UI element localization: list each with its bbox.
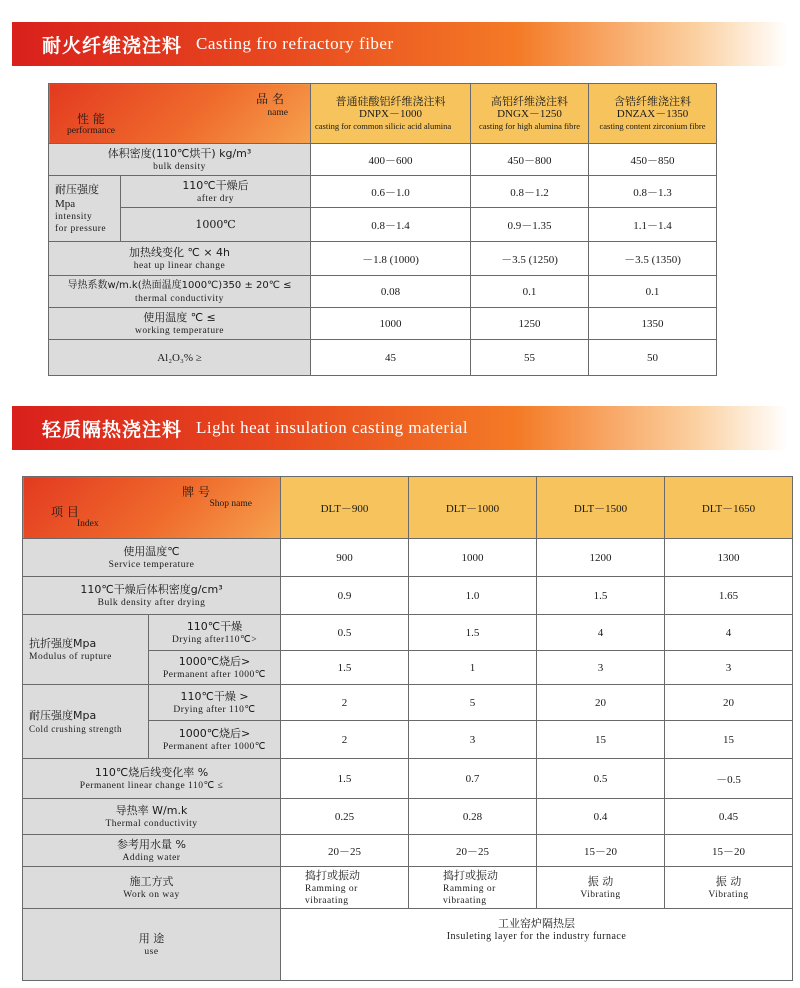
- cell-value: 振 动 Vibrating: [665, 867, 793, 909]
- row-label-adding-water: 参考用水量 % Adding water: [23, 835, 281, 867]
- table-row: [23, 577, 793, 615]
- col-header-dngx: 高铝纤维浇注料 DNGX－1250 casting for high alumina fibre: [471, 84, 589, 144]
- corner-perf-cn: 性 能: [77, 112, 105, 126]
- col-header-dlt-1000: DLT－1000: [409, 477, 537, 539]
- cell-value: 振 动 Vibrating: [537, 867, 665, 909]
- cell-value: 0.9: [281, 577, 409, 615]
- cell-value: 1.5: [281, 759, 409, 799]
- row-label-drying: 110℃干燥 Drying after110℃>: [149, 615, 281, 651]
- cell-value: 1.5: [409, 615, 537, 651]
- cell-value: 0.5: [281, 615, 409, 651]
- cell-value: 15－20: [665, 835, 793, 867]
- row-label-thermal-conductivity: 导热系数w/m.k(热面温度1000℃)350 ± 20℃ ≤ thermal conductivity: [49, 276, 311, 308]
- cell-value: 0.4: [537, 799, 665, 835]
- section2-title-en: Light heat insulation casting material: [196, 418, 469, 437]
- cell-value: 1.1－1.4: [589, 208, 717, 242]
- cell-value: 400－600: [311, 144, 471, 176]
- cell-value: 0.25: [281, 799, 409, 835]
- col-header-dnpx: 普通硅酸铝纤维浇注料 DNPX－1000 casting for common silicic acid alumina: [311, 84, 471, 144]
- cell-value: －3.5 (1350): [589, 242, 717, 276]
- table-row: [23, 615, 793, 651]
- cell-value: 1250: [471, 308, 589, 340]
- corner-brand-cn: 牌 号: [182, 485, 210, 499]
- cell-value: 450－800: [471, 144, 589, 176]
- cell-value: 0.8－1.2: [471, 176, 589, 208]
- row-label-use: 用 途 use: [23, 909, 281, 981]
- cell-value: 20－25: [409, 835, 537, 867]
- table-row: [23, 759, 793, 799]
- table-row: [23, 909, 793, 981]
- cell-value: 捣打或振动 Ramming or vibraating: [409, 867, 537, 909]
- row-label-al2o3: Al₂O₃% ≥: [49, 340, 311, 376]
- table-row: [23, 539, 793, 577]
- row-label-working-temperature: 使用温度 ℃ ≤ working temperature: [49, 308, 311, 340]
- cell-value: 2: [281, 685, 409, 721]
- section1-title-en: Casting fro refractory fiber: [196, 34, 394, 53]
- corner-name-cn: 品 名: [256, 92, 284, 106]
- cell-value: 20: [665, 685, 793, 721]
- col-header-dnzax: 含锆纤维浇注料 DNZAX－1350 casting content zirconium fibre: [589, 84, 717, 144]
- table-row: [23, 685, 793, 721]
- row-label-permanent: 1000℃烧后> Permanent after 1000℃: [149, 721, 281, 759]
- cell-value: 0.9－1.35: [471, 208, 589, 242]
- table-row: [49, 208, 717, 242]
- cell-value: 1.0: [409, 577, 537, 615]
- section2-title-cn: 轻质隔热浇注料: [42, 418, 183, 441]
- cell-value-use: 工业窑炉隔热层 Insuleting layer for the industry furnace: [281, 909, 793, 981]
- cell-value: 0.28: [409, 799, 537, 835]
- table-row: [23, 835, 793, 867]
- table1-corner-header: [49, 84, 311, 144]
- insulation-casting-table: [22, 476, 793, 981]
- cell-value: 15: [537, 721, 665, 759]
- cell-value: 1300: [665, 539, 793, 577]
- cell-value: 4: [665, 615, 793, 651]
- cell-value: 5: [409, 685, 537, 721]
- cell-value: 0.1: [589, 276, 717, 308]
- cell-value: 捣打或振动 Ramming or vibraating: [281, 867, 409, 909]
- table-row: [49, 144, 717, 176]
- cell-value: 20－25: [281, 835, 409, 867]
- section2-banner: [12, 406, 788, 450]
- cell-value: 0.08: [311, 276, 471, 308]
- row-label-permanent: 1000℃烧后> Permanent after 1000℃: [149, 651, 281, 685]
- row-label-service-temperature: 使用温度℃ Service temperature: [23, 539, 281, 577]
- col-header-dlt-1500: DLT－1500: [537, 477, 665, 539]
- cell-value: 0.8－1.3: [589, 176, 717, 208]
- cell-value: －3.5 (1250): [471, 242, 589, 276]
- row-label-cold-crushing-strength: 耐压强度Mpa Cold crushing strength: [23, 685, 149, 759]
- corner-brand-en: Shop name: [209, 499, 252, 509]
- cell-value: 15: [665, 721, 793, 759]
- cell-value: 50: [589, 340, 717, 376]
- cell-value: 1000: [311, 308, 471, 340]
- cell-value: 0.45: [665, 799, 793, 835]
- cell-value: 1.5: [281, 651, 409, 685]
- table-row: [49, 276, 717, 308]
- corner-item-en: Index: [77, 519, 99, 529]
- cell-value: 3: [665, 651, 793, 685]
- table2-corner-header: [23, 477, 281, 539]
- table-row: [23, 799, 793, 835]
- cell-value: 2: [281, 721, 409, 759]
- table-row: [49, 242, 717, 276]
- table-row: [49, 340, 717, 376]
- table-row: [49, 308, 717, 340]
- table-row: [23, 867, 793, 909]
- corner-item-cn: 项 目: [51, 505, 79, 519]
- cell-value: 4: [537, 615, 665, 651]
- cell-value: －1.8 (1000): [311, 242, 471, 276]
- section1-banner: [12, 22, 788, 66]
- fiber-casting-table: [48, 83, 717, 376]
- cell-value: 0.1: [471, 276, 589, 308]
- cell-value: 45: [311, 340, 471, 376]
- cell-value: 1350: [589, 308, 717, 340]
- row-label-strength: 耐压强度 Mpa intensity for pressure: [49, 176, 121, 242]
- row-label-thermal-conductivity: 导热率 W/m.k Thermal conductivity: [23, 799, 281, 835]
- row-label-modulus-of-rupture: 抗折强度Mpa Modulus of rupture: [23, 615, 149, 685]
- row-label-linear-change: 110℃烧后线变化率 % Permanent linear change 110℃ ≤: [23, 759, 281, 799]
- cell-value: 15－20: [537, 835, 665, 867]
- cell-value: 0.5: [537, 759, 665, 799]
- corner-perf-en: performance: [67, 126, 115, 136]
- cell-value: 1.65: [665, 577, 793, 615]
- table-row: [49, 176, 717, 208]
- cell-value: 1: [409, 651, 537, 685]
- cell-value: 450－850: [589, 144, 717, 176]
- cell-value: 3: [537, 651, 665, 685]
- col-header-dlt-1650: DLT－1650: [665, 477, 793, 539]
- cell-value: 0.7: [409, 759, 537, 799]
- corner-name-en: name: [267, 108, 288, 118]
- row-label-bulk-density: 110℃干燥后体积密度g/cm³ Bulk density after drying: [23, 577, 281, 615]
- row-label-linear-change: 加热线变化 ℃ × 4h heat up linear change: [49, 242, 311, 276]
- row-label-work-on-way: 施工方式 Work on way: [23, 867, 281, 909]
- row-label-1000c: 1000℃: [121, 208, 311, 242]
- cell-value: 900: [281, 539, 409, 577]
- cell-value: 20: [537, 685, 665, 721]
- section1-title-cn: 耐火纤维浇注料: [42, 34, 183, 57]
- cell-value: 3: [409, 721, 537, 759]
- cell-value: 1000: [409, 539, 537, 577]
- row-label-drying: 110℃干燥 > Drying after 110℃: [149, 685, 281, 721]
- cell-value: 1.5: [537, 577, 665, 615]
- row-label-bulk-density: 体积密度(110℃烘干) kg/m³ bulk density: [49, 144, 311, 176]
- cell-value: 0.6－1.0: [311, 176, 471, 208]
- row-label-after-dry: 110℃干燥后 after dry: [121, 176, 311, 208]
- cell-value: 0.8－1.4: [311, 208, 471, 242]
- col-header-dlt-900: DLT－900: [281, 477, 409, 539]
- cell-value: －0.5: [665, 759, 793, 799]
- cell-value: 1200: [537, 539, 665, 577]
- cell-value: 55: [471, 340, 589, 376]
